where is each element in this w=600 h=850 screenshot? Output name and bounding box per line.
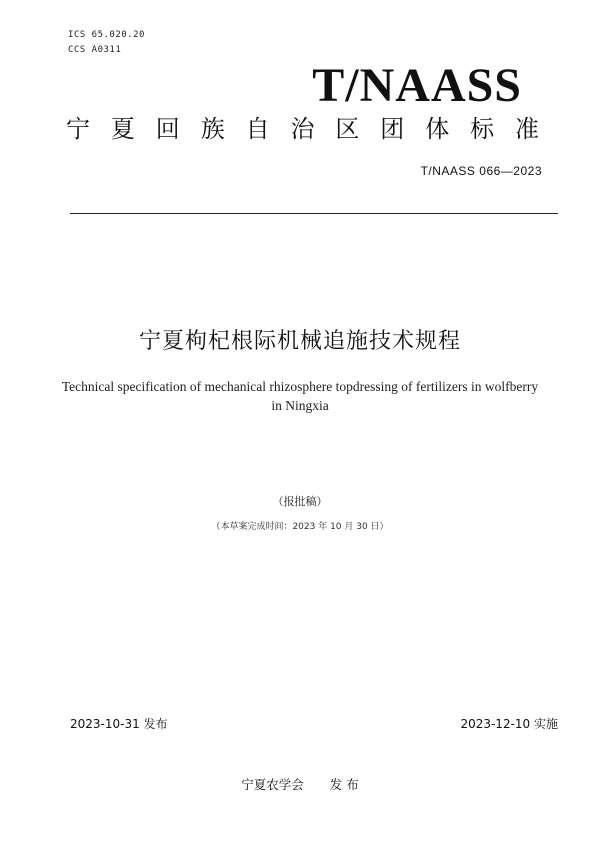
ccs-code: CCS A0311 xyxy=(68,45,122,55)
publish-date: 2023-10-31 发布 xyxy=(70,717,168,731)
issuer-organization: 宁夏农学会 xyxy=(241,777,304,792)
draft-label: （报批稿） xyxy=(272,495,328,508)
standard-logo: T/NAASS xyxy=(312,59,522,112)
ics-code: ICS 65.020.20 xyxy=(68,30,145,40)
standard-type-title: 宁夏回族自治区团体标准 xyxy=(66,115,552,143)
document-title-chinese: 宁夏枸杞根际机械追施技术规程 xyxy=(138,329,461,354)
standard-number: T/NAASS 066—2023 xyxy=(420,164,542,178)
issuer-line xyxy=(0,776,600,794)
header-divider xyxy=(70,213,558,214)
implement-date: 2023-12-10 实施 xyxy=(460,717,558,731)
issuer-action: 发 布 xyxy=(329,777,359,792)
draft-completion-note: （本草案完成时间：2023 年 10 月 30 日） xyxy=(211,522,389,532)
document-title-english: Technical specification of mechanical rhizosphere topdressing of fertilizers in wolfberry in Ningxia xyxy=(61,379,539,413)
